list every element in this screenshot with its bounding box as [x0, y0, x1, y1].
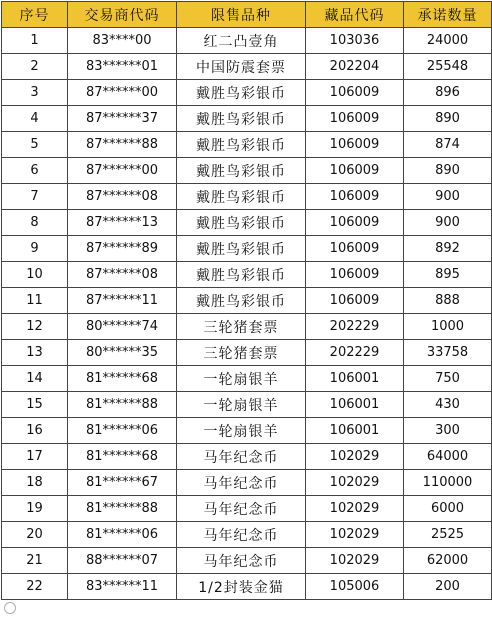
table-row	[2, 418, 492, 444]
header-restricted-item: 限售品种	[177, 2, 306, 28]
cell-item-code: 106009	[306, 210, 404, 236]
table-row	[2, 132, 492, 158]
cell-trader-code: 83******11	[68, 574, 177, 600]
cell-item-code: 106009	[306, 184, 404, 210]
cell-index: 6	[2, 158, 68, 184]
table-row	[2, 522, 492, 548]
cell-trader-code: 87******00	[68, 80, 177, 106]
cell-restricted-item: 马年纪念币	[177, 496, 306, 522]
cell-committed-quantity: 900	[404, 210, 492, 236]
table-row	[2, 574, 492, 600]
cell-committed-quantity: 62000	[404, 548, 492, 574]
cell-trader-code: 87******08	[68, 184, 177, 210]
cell-committed-quantity: 430	[404, 392, 492, 418]
cell-item-code: 106001	[306, 418, 404, 444]
cell-trader-code: 80******35	[68, 340, 177, 366]
cell-trader-code: 83****00	[68, 28, 177, 54]
header-item-code: 藏品代码	[306, 2, 404, 28]
cell-index: 17	[2, 444, 68, 470]
cell-restricted-item: 1/2封装金猫	[177, 574, 306, 600]
cell-trader-code: 87******89	[68, 236, 177, 262]
cell-restricted-item: 三轮猪套票	[177, 314, 306, 340]
cell-trader-code: 81******06	[68, 522, 177, 548]
cell-index: 12	[2, 314, 68, 340]
cell-item-code: 102029	[306, 496, 404, 522]
table-row	[2, 470, 492, 496]
cell-trader-code: 87******88	[68, 132, 177, 158]
cell-restricted-item: 一轮扇银羊	[177, 366, 306, 392]
cell-restricted-item: 马年纪念币	[177, 444, 306, 470]
table-row	[2, 106, 492, 132]
table-row	[2, 262, 492, 288]
cell-committed-quantity: 892	[404, 236, 492, 262]
cell-restricted-item: 一轮扇银羊	[177, 392, 306, 418]
cell-committed-quantity: 896	[404, 80, 492, 106]
cell-committed-quantity: 110000	[404, 470, 492, 496]
cell-item-code: 106009	[306, 158, 404, 184]
cell-committed-quantity: 1000	[404, 314, 492, 340]
cell-item-code: 106009	[306, 80, 404, 106]
cell-restricted-item: 戴胜鸟彩银币	[177, 288, 306, 314]
cell-trader-code: 87******00	[68, 158, 177, 184]
cell-item-code: 202229	[306, 314, 404, 340]
table-row	[2, 28, 492, 54]
cell-trader-code: 81******88	[68, 496, 177, 522]
cell-item-code: 102029	[306, 522, 404, 548]
restricted-sale-table	[1, 1, 492, 600]
header-row	[2, 2, 492, 28]
table-row	[2, 548, 492, 574]
cell-committed-quantity: 874	[404, 132, 492, 158]
cell-committed-quantity: 200	[404, 574, 492, 600]
header-committed-quantity: 承诺数量	[404, 2, 492, 28]
cell-index: 20	[2, 522, 68, 548]
cell-committed-quantity: 750	[404, 366, 492, 392]
cell-committed-quantity: 895	[404, 262, 492, 288]
cell-restricted-item: 戴胜鸟彩银币	[177, 236, 306, 262]
cell-index: 1	[2, 28, 68, 54]
cell-index: 7	[2, 184, 68, 210]
cell-restricted-item: 戴胜鸟彩银币	[177, 262, 306, 288]
cell-restricted-item: 戴胜鸟彩银币	[177, 158, 306, 184]
table-row	[2, 54, 492, 80]
cell-item-code: 106001	[306, 392, 404, 418]
cell-item-code: 106001	[306, 366, 404, 392]
cell-restricted-item: 中国防震套票	[177, 54, 306, 80]
cell-restricted-item: 三轮猪套票	[177, 340, 306, 366]
cell-trader-code: 83******01	[68, 54, 177, 80]
cell-restricted-item: 红二凸壹角	[177, 28, 306, 54]
table-row	[2, 158, 492, 184]
watermark-logo-icon	[4, 602, 16, 614]
cell-restricted-item: 马年纪念币	[177, 522, 306, 548]
cell-index: 21	[2, 548, 68, 574]
cell-trader-code: 81******68	[68, 366, 177, 392]
cell-committed-quantity: 6000	[404, 496, 492, 522]
cell-trader-code: 87******37	[68, 106, 177, 132]
cell-index: 15	[2, 392, 68, 418]
cell-index: 16	[2, 418, 68, 444]
cell-committed-quantity: 890	[404, 106, 492, 132]
cell-restricted-item: 戴胜鸟彩银币	[177, 106, 306, 132]
cell-item-code: 105006	[306, 574, 404, 600]
cell-committed-quantity: 33758	[404, 340, 492, 366]
cell-item-code: 106009	[306, 288, 404, 314]
cell-restricted-item: 马年纪念币	[177, 470, 306, 496]
cell-index: 11	[2, 288, 68, 314]
cell-index: 9	[2, 236, 68, 262]
table-row	[2, 314, 492, 340]
cell-committed-quantity: 300	[404, 418, 492, 444]
table-row	[2, 496, 492, 522]
cell-index: 3	[2, 80, 68, 106]
table-row	[2, 236, 492, 262]
cell-trader-code: 81******88	[68, 392, 177, 418]
cell-item-code: 102029	[306, 444, 404, 470]
table-row	[2, 444, 492, 470]
cell-item-code: 106009	[306, 106, 404, 132]
cell-index: 19	[2, 496, 68, 522]
cell-trader-code: 87******13	[68, 210, 177, 236]
cell-index: 22	[2, 574, 68, 600]
cell-restricted-item: 马年纪念币	[177, 548, 306, 574]
cell-committed-quantity: 890	[404, 158, 492, 184]
table-row	[2, 340, 492, 366]
cell-committed-quantity: 25548	[404, 54, 492, 80]
cell-restricted-item: 戴胜鸟彩银币	[177, 210, 306, 236]
table-row	[2, 288, 492, 314]
watermark	[4, 602, 18, 614]
cell-trader-code: 80******74	[68, 314, 177, 340]
cell-index: 13	[2, 340, 68, 366]
table-body	[2, 28, 492, 600]
cell-item-code: 106009	[306, 132, 404, 158]
table-row	[2, 392, 492, 418]
cell-item-code: 202204	[306, 54, 404, 80]
cell-item-code: 102029	[306, 548, 404, 574]
cell-item-code: 106009	[306, 236, 404, 262]
cell-restricted-item: 戴胜鸟彩银币	[177, 132, 306, 158]
cell-trader-code: 81******68	[68, 444, 177, 470]
header-trader-code: 交易商代码	[68, 2, 177, 28]
cell-item-code: 102029	[306, 470, 404, 496]
cell-committed-quantity: 900	[404, 184, 492, 210]
cell-index: 5	[2, 132, 68, 158]
cell-committed-quantity: 2525	[404, 522, 492, 548]
header-index: 序号	[2, 2, 68, 28]
cell-index: 8	[2, 210, 68, 236]
cell-index: 10	[2, 262, 68, 288]
cell-committed-quantity: 24000	[404, 28, 492, 54]
cell-index: 18	[2, 470, 68, 496]
cell-trader-code: 81******67	[68, 470, 177, 496]
cell-trader-code: 81******06	[68, 418, 177, 444]
cell-committed-quantity: 64000	[404, 444, 492, 470]
cell-restricted-item: 一轮扇银羊	[177, 418, 306, 444]
cell-item-code: 106009	[306, 262, 404, 288]
cell-trader-code: 88******07	[68, 548, 177, 574]
cell-restricted-item: 戴胜鸟彩银币	[177, 80, 306, 106]
cell-trader-code: 87******11	[68, 288, 177, 314]
cell-item-code: 103036	[306, 28, 404, 54]
cell-index: 4	[2, 106, 68, 132]
table-row	[2, 80, 492, 106]
table-row	[2, 366, 492, 392]
table-row	[2, 184, 492, 210]
cell-committed-quantity: 888	[404, 288, 492, 314]
cell-index: 14	[2, 366, 68, 392]
table-row	[2, 210, 492, 236]
cell-index: 2	[2, 54, 68, 80]
cell-item-code: 202229	[306, 340, 404, 366]
cell-trader-code: 87******08	[68, 262, 177, 288]
cell-restricted-item: 戴胜鸟彩银币	[177, 184, 306, 210]
